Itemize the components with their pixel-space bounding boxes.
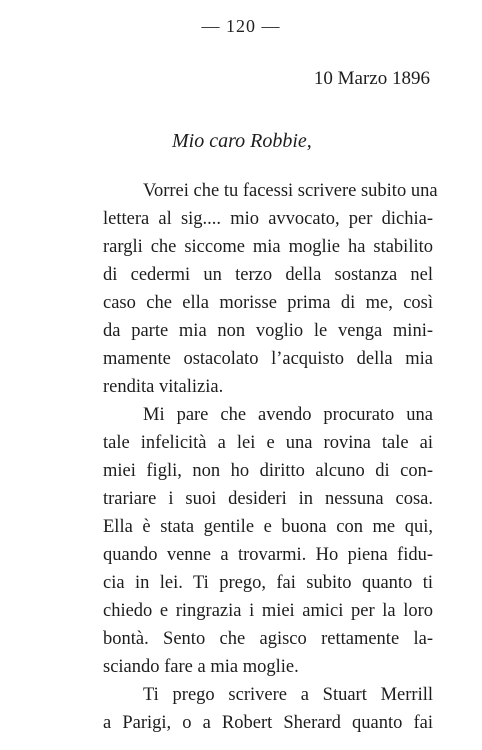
text-line: caso che ella morisse prima di me, così	[103, 293, 433, 313]
salutation: Mio caro Robbie,	[172, 130, 312, 152]
text-line: tale infelicità a lei e una rovina tale ai	[103, 433, 433, 453]
text-line: Ella è stata gentile e buona con me qui,	[103, 517, 433, 537]
text-line: miei figli, non ho diritto alcuno di con-	[103, 461, 433, 481]
text-line: cia in lei. Ti prego, fai subito quanto ti	[103, 573, 433, 593]
text-line: sciando fare a mia moglie.	[103, 657, 299, 677]
text-line: a Parigi, o a Robert Sherard quanto fai	[103, 713, 433, 733]
text-line: mamente ostacolato l’acquisto della mia	[103, 349, 433, 369]
text-line: trariare i suoi desideri in nessuna cosa.	[103, 489, 433, 509]
text-line: di cedermi un terzo della sostanza nel	[103, 265, 433, 285]
text-line: chiedo e ringrazia i miei amici per la loro	[103, 601, 433, 621]
letter-date: 10 Marzo 1896	[313, 68, 430, 89]
text-line: Vorrei che tu facessi scrivere subito una	[143, 181, 438, 201]
page-number: — 120 —	[201, 16, 281, 36]
text-line: rendita vitalizia.	[103, 377, 224, 397]
text-line: da parte mia non voglio le venga mini-	[103, 321, 433, 341]
text-line: Mi pare che avendo procurato una	[143, 405, 433, 425]
text-line: Ti prego scrivere a Stuart Merrill	[143, 685, 433, 705]
text-line: lettera al sig.... mio avvocato, per dichia-	[103, 209, 433, 229]
text-line: rargli che siccome mia moglie ha stabilito	[103, 237, 433, 257]
text-line: bontà. Sento che agisco rettamente la-	[103, 629, 433, 649]
text-line: quando venne a trovarmi. Ho piena fidu-	[103, 545, 433, 565]
